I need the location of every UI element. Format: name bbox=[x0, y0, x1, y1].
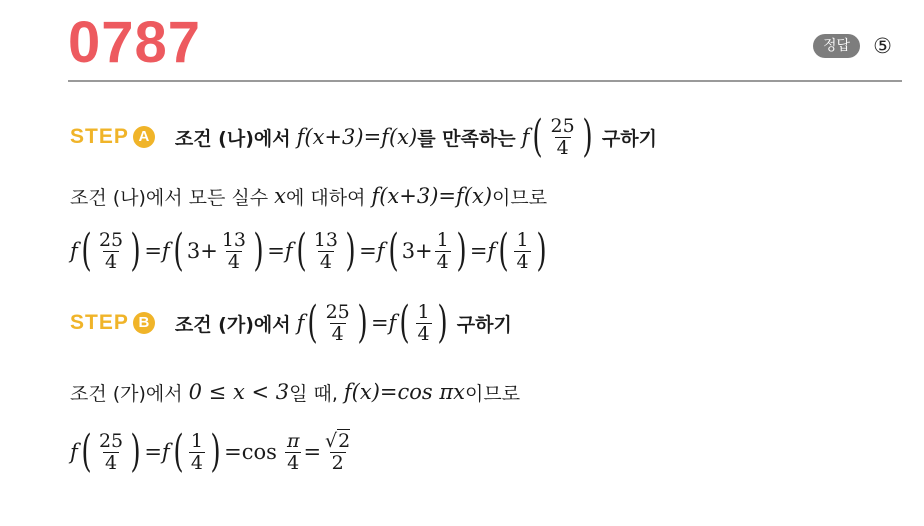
fraction-numerator: π bbox=[286, 429, 300, 452]
answer-badge: 정답 bbox=[813, 34, 860, 58]
math-equation: f(x+3)=f(x) bbox=[371, 184, 493, 208]
paren-open: ( bbox=[399, 297, 411, 348]
fraction bbox=[312, 230, 340, 273]
equals-sign: = bbox=[469, 239, 488, 263]
fraction-numerator: 25 bbox=[550, 114, 575, 137]
math-f: f bbox=[388, 311, 397, 335]
paren-close: ) bbox=[582, 111, 593, 162]
text-segment: 조건 (가)에서 bbox=[70, 382, 183, 405]
fraction-numerator: 1 bbox=[516, 228, 529, 251]
text-segment: 일 때, bbox=[289, 382, 338, 405]
math-equation: f(x)=cos πx bbox=[343, 380, 466, 404]
fraction-denominator: 4 bbox=[516, 250, 529, 273]
fraction-denominator: 4 bbox=[556, 136, 569, 159]
text-segment: 조건 (나)에서 모든 실수 bbox=[70, 186, 269, 209]
equals-sign: = bbox=[359, 239, 377, 263]
step-a-title-f: f bbox=[521, 125, 530, 149]
step-b-heading bbox=[70, 298, 512, 348]
fraction-numerator: 25 bbox=[325, 300, 350, 323]
answer-area bbox=[813, 34, 892, 62]
fraction-denominator: 4 bbox=[319, 250, 332, 273]
step-a-title-mid: 를 만족하는 bbox=[417, 127, 516, 150]
fraction bbox=[416, 302, 432, 345]
fraction-denominator: 4 bbox=[417, 322, 430, 345]
equals-sign: = bbox=[144, 239, 162, 263]
sqrt-symbol: √ bbox=[325, 429, 338, 452]
paren-close: ) bbox=[210, 426, 221, 477]
equals-sign: = bbox=[267, 239, 285, 263]
paren-open: ( bbox=[173, 426, 184, 477]
step-a-fraction bbox=[549, 116, 577, 159]
step-a-heading bbox=[70, 112, 657, 162]
sqrt-radicand: 2 bbox=[338, 429, 351, 452]
math-f: f bbox=[161, 440, 170, 464]
math-inequality: 0 ≤ x < 3 bbox=[188, 380, 290, 404]
step-a-badge: A bbox=[133, 126, 155, 148]
math-term: 3+ bbox=[401, 239, 433, 263]
paren-close: ) bbox=[536, 225, 547, 276]
fraction-denominator: 4 bbox=[436, 250, 449, 273]
fraction bbox=[97, 431, 125, 474]
fraction bbox=[189, 431, 205, 474]
paren-open: ( bbox=[81, 225, 92, 276]
fraction bbox=[285, 431, 302, 474]
step-b-badge: B bbox=[133, 312, 155, 334]
equals-sign: = bbox=[224, 440, 242, 464]
equals-sign: = bbox=[303, 440, 322, 464]
math-term: 3+ bbox=[186, 239, 218, 263]
step-a-title-eq: f(x+3)=f(x) bbox=[296, 125, 418, 149]
paren-open: ( bbox=[81, 426, 92, 477]
math-f: f bbox=[70, 440, 78, 464]
paren-open: ( bbox=[296, 225, 307, 276]
fraction-numerator: 25 bbox=[98, 429, 124, 452]
math-f: f bbox=[284, 239, 293, 263]
step-a-title-pre: 조건 (나)에서 bbox=[174, 127, 291, 150]
fraction-denominator: 4 bbox=[331, 322, 344, 345]
step-b-title-post: 구하기 bbox=[456, 313, 512, 336]
fraction-numerator: 25 bbox=[98, 228, 124, 251]
problem-number: 0787 bbox=[68, 10, 202, 75]
step-a-title-post: 구하기 bbox=[601, 127, 657, 150]
step-b-title-pre: 조건 (가)에서 bbox=[174, 313, 291, 336]
fraction bbox=[324, 302, 352, 345]
fraction bbox=[97, 230, 125, 273]
math-f: f bbox=[487, 239, 496, 263]
step-a-line-1 bbox=[70, 180, 547, 212]
fraction-numerator: 13 bbox=[313, 228, 338, 251]
paren-close: ) bbox=[437, 297, 448, 348]
fraction-denominator: 2 bbox=[331, 451, 344, 474]
problem-header bbox=[68, 12, 900, 76]
paren-open: ( bbox=[498, 225, 510, 276]
fraction bbox=[220, 230, 248, 273]
fraction bbox=[435, 230, 451, 273]
math-f: f bbox=[70, 239, 78, 263]
fraction bbox=[323, 431, 352, 474]
fraction-numerator: 13 bbox=[221, 228, 247, 251]
math-f: f bbox=[376, 239, 385, 263]
header-divider bbox=[68, 80, 902, 82]
fraction-denominator: 4 bbox=[287, 451, 300, 474]
fraction-numerator: 1 bbox=[436, 228, 449, 251]
math-f: f bbox=[296, 311, 305, 335]
text-segment: 이므로 bbox=[492, 186, 548, 209]
step-a-label: STEP bbox=[70, 125, 129, 148]
paren-open: ( bbox=[387, 225, 399, 276]
fraction-denominator: 4 bbox=[190, 451, 203, 474]
fraction-denominator: 4 bbox=[105, 451, 118, 474]
paren-close: ) bbox=[357, 297, 368, 348]
paren-close: ) bbox=[456, 225, 467, 276]
paren-close: ) bbox=[345, 225, 356, 276]
paren-close: ) bbox=[130, 225, 141, 276]
math-f: f bbox=[161, 239, 170, 263]
equals-sign: = bbox=[144, 440, 162, 464]
paren-close: ) bbox=[130, 426, 141, 477]
step-a-line-2 bbox=[70, 226, 550, 276]
step-b-label: STEP bbox=[70, 311, 129, 334]
fraction-denominator: 4 bbox=[227, 250, 240, 273]
equals-sign: = bbox=[370, 311, 389, 335]
fraction-numerator: 1 bbox=[417, 300, 430, 323]
fraction bbox=[514, 230, 530, 273]
paren-open: ( bbox=[307, 297, 319, 348]
paren-open: ( bbox=[532, 111, 544, 162]
cos-function: cos bbox=[241, 440, 277, 464]
step-b-line-2 bbox=[70, 424, 354, 480]
paren-open: ( bbox=[173, 225, 184, 276]
step-b-line-1 bbox=[70, 376, 520, 408]
text-segment: 에 대하여 bbox=[285, 186, 366, 209]
paren-close: ) bbox=[253, 225, 264, 276]
math-variable: x bbox=[274, 184, 286, 208]
fraction-numerator bbox=[323, 431, 352, 452]
answer-value: ⑤ bbox=[873, 34, 892, 58]
fraction-numerator: 1 bbox=[190, 429, 203, 452]
fraction-denominator: 4 bbox=[105, 250, 118, 273]
text-segment: 이므로 bbox=[465, 382, 521, 405]
